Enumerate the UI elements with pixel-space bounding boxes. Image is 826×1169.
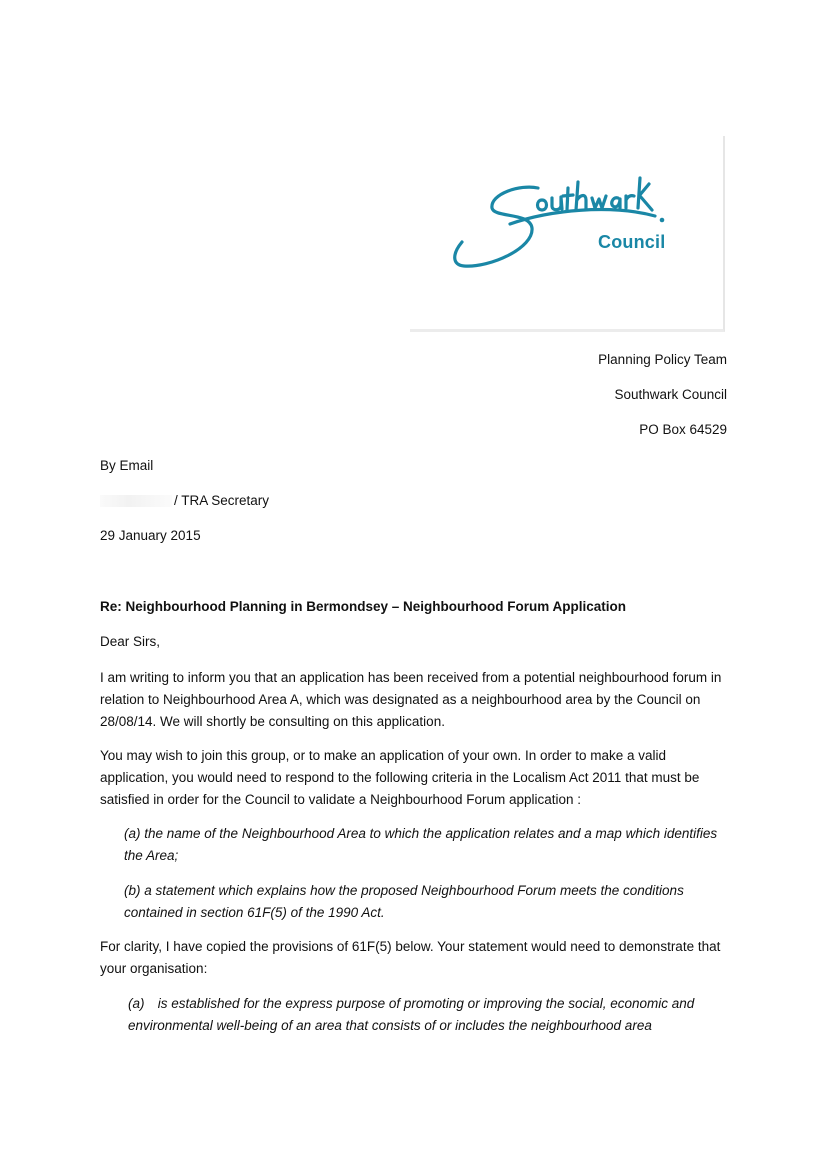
letter-date: 29 January 2015 [100,528,201,543]
sender-address-line-3: PO Box 64529 [639,422,727,437]
recipient-role: / TRA Secretary [174,493,270,508]
logo-box [410,136,725,332]
logo-council-text: Council [598,232,666,252]
recipient-line [100,493,269,508]
letter-subject: Re: Neighbourhood Planning in Bermondsey – Neighbourhood Forum Application [100,599,626,614]
delivery-method: By Email [100,458,154,473]
provision-a [128,993,728,1037]
redacted-name [100,495,172,507]
sender-address-line-1: Planning Policy Team [598,352,727,367]
body-paragraph-2: You may wish to join this group, or to make an application of your own. In order to make a valid application, you would need to respond to the following criteria in the Localism Act 2011 that must be satisfied in order for the Council to validate a Neighbourhood Forum application : [100,748,700,807]
criterion-a: (a) the name of the Neighbourhood Area to which the application relates and a map which identifies the Area; [124,826,718,863]
southwark-council-logo-icon [450,166,680,276]
body-paragraph-1: I am writing to inform you that an application has been received from a potential neighbourhood forum in relation to Neighbourhood Area A, which was designated as a neighbourhood area by the Council on 28/08/14. We will shortly be consulting on this application. [100,670,722,729]
sender-address-line-2: Southwark Council [614,387,727,402]
criterion-b: (b) a statement which explains how the proposed Neighbourhood Forum meets the conditions contained in section 61F(5) of the 1990 Act. [124,883,684,920]
clarity-paragraph: For clarity, I have copied the provisions of 61F(5) below. Your statement would need to demonstrate that your organisation: [100,939,721,976]
salutation: Dear Sirs, [100,634,161,649]
provision-a-text: is established for the express purpose of promoting or improving the social, economic and environmental well-being of an area that consists of or includes the neighbourhood area [128,996,695,1033]
provision-a-label: (a) [128,996,145,1011]
